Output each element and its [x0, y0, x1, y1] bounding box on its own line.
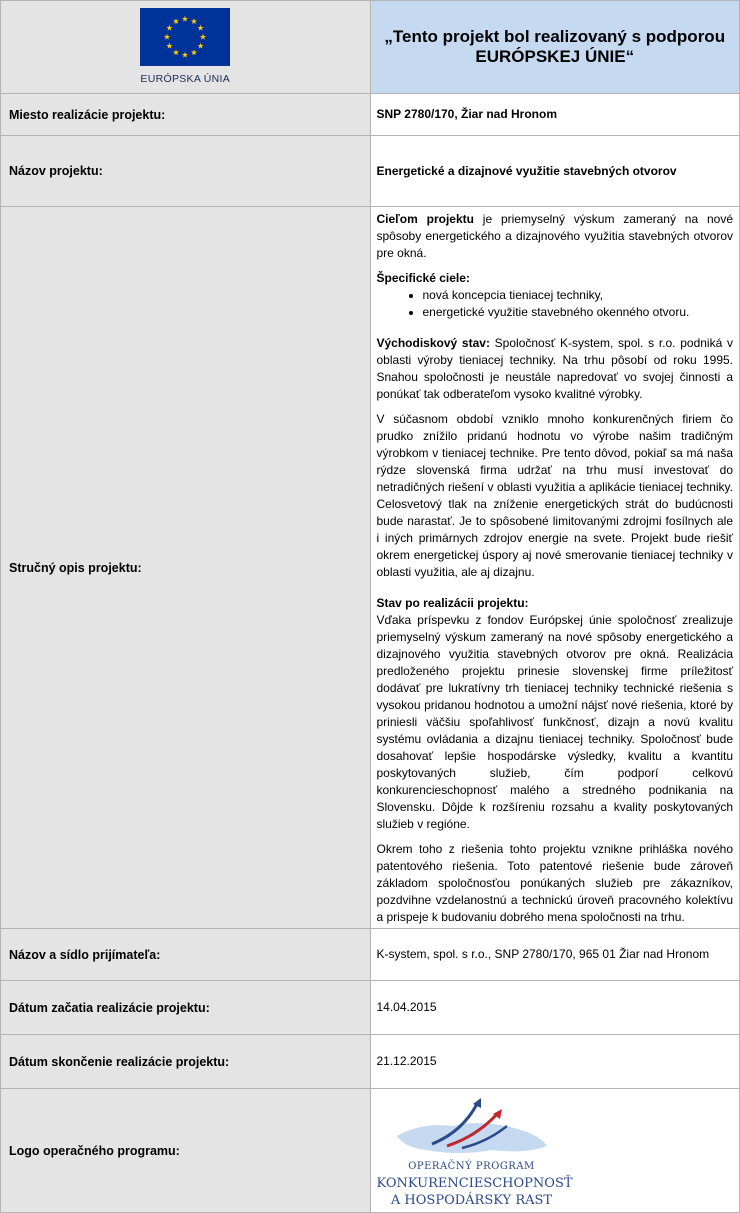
row-location: [1, 94, 740, 136]
baseline-text: Spoločnosť K-system, spol. s r.o. podniká v oblasti výroby tieniacej techniky. Na trhu pôsobí od roku 1995. Snahou spoločnosti je neustále napredovať vo svojej činnosti a ponúkať tak odberateľom vysoko kvalitné výrobky.: [376, 336, 733, 401]
location-value: SNP 2780/170, Žiar nad Hronom: [370, 94, 740, 136]
description-label: Stručný opis projektu:: [1, 207, 371, 929]
list-item: • nová koncepcia tieniacej techniky,: [423, 287, 734, 304]
op-line2: KONKURENCIESCHOPNOSŤ: [376, 1176, 573, 1191]
eu-logo-cell: [1, 1, 371, 94]
row-name: [1, 136, 740, 207]
row-recipient: [1, 929, 740, 981]
specific-list: [377, 287, 734, 321]
context-paragraph: V súčasnom období vzniklo mnoho konkurenčných firiem čo prudko znížilo pridanú hodnotu vo výrobe našim tradičným výrobkom v tieniacej technike. Pre tento dôvod, pokiaľ sa má naša rýdze slovenská firma udržať na trhu musí investovať do netradičných riešení v oblasti využitia a aplikácie tieniacej techniky. Celosvetový tlak na zníženie energetických strát do budúcnosti bude narastať. Je to spôsobené limitovanými zdrojmi fosílnych ale i iných primárnych zdrojov energie na svete. Projekt bude riešiť okrem energetickej úspory aj nové smerovanie tieniacej techniky v oblasti využitia, ale aj dizajnu.: [376, 412, 733, 579]
baseline-paragraph: [377, 335, 734, 403]
eu-flag-icon: [140, 8, 230, 66]
after-heading: Stav po realizácii projektu:: [376, 596, 529, 610]
goal-paragraph: [377, 211, 734, 262]
start-value: 14.04.2015: [370, 981, 740, 1035]
row-description: [1, 207, 740, 929]
op-line1: OPERAČNÝ PROGRAM: [408, 1161, 535, 1172]
baseline-lead: Východiskový stav:: [376, 336, 490, 350]
row-start: [1, 981, 740, 1035]
goal-lead: Cieľom projektu: [376, 212, 474, 226]
row-logo: [1, 1089, 740, 1213]
patent-paragraph: Okrem toho z riešenia tohto projektu vznikne prihláška nového patentového riešenia. Toto patentové riešenie bude zároveň základom spoločnosťou ponúkaných služieb pre zákazníkov, pozdvihne vzdelanostnú a technickú úroveň pracovného kolektívu a prispeje k budovaniu dobrého mena spoločnosti na trhu.: [376, 842, 733, 924]
name-value: Energetické a dizajnové využitie stavebných otvorov: [370, 136, 740, 207]
row-end: [1, 1035, 740, 1089]
op-logo-graphic-icon: [377, 1092, 567, 1158]
op-line3: A HOSPODÁRSKY RAST: [390, 1193, 553, 1208]
description-value: [370, 207, 740, 929]
recipient-value: K-system, spol. s r.o., SNP 2780/170, 965 01 Žiar nad Hronom: [370, 929, 740, 981]
eu-flag-logo: [140, 8, 230, 85]
header-row: [1, 1, 740, 94]
after-paragraph: Vďaka príspevku z fondov Európskej únie spoločnosť zrealizuje priemyselný výskum zameraný na nové spôsoby energetického a dizajnového využitia stavebných otvorov pre okná. Realizácia predloženého projektu prinesie slovenskej firme príležitosť dodávať pre lukratívny trh tieniacej techniky technické riešenia s vysokou pridanou hodnotou a umožní nájsť nové riešenia, ktoré by priniesli väčšiu spoľahlivosť funkčnosť, dizajn a novú kvalitu systému ovládania a dizajnu tieniacej techniky. Spoločnosť bude dosahovať lepšie hospodárske výsledky, kvalitu a kvantitu poskytovaných služieb, čím podporí celkovú konkurencieschopnosť malého a stredného podnikania na Slovensku. Dôjde k rozšíreniu rozsahu a kvality poskytovaných služieb v regióne.: [376, 613, 733, 831]
start-label: Dátum začatia realizácie projektu:: [1, 981, 371, 1035]
recipient-label: Názov a sídlo prijímateľa:: [1, 929, 371, 981]
end-value: 21.12.2015: [370, 1035, 740, 1089]
specific-heading: Špecifické ciele:: [376, 271, 470, 285]
page-title: „Tento projekt bol realizovaný s podporou EURÓPSKEJ ÚNIE“: [370, 1, 740, 94]
eu-label: EURÓPSKA ÚNIA: [140, 72, 231, 85]
name-label: Názov projektu:: [1, 136, 371, 207]
logo-label: Logo operačného programu:: [1, 1089, 371, 1213]
goal-text: je priemyselný výskum zameraný na nové spôsoby energetického a dizajnového využitia stavebných otvorov pre okná.: [376, 212, 734, 260]
location-label: Miesto realizácie projektu:: [1, 94, 371, 136]
op-logo: [376, 1092, 573, 1209]
end-label: Dátum skončenie realizácie projektu:: [1, 1035, 371, 1089]
list-item: • energetické využitie stavebného okenného otvoru.: [423, 304, 734, 321]
logo-value: [370, 1089, 740, 1213]
